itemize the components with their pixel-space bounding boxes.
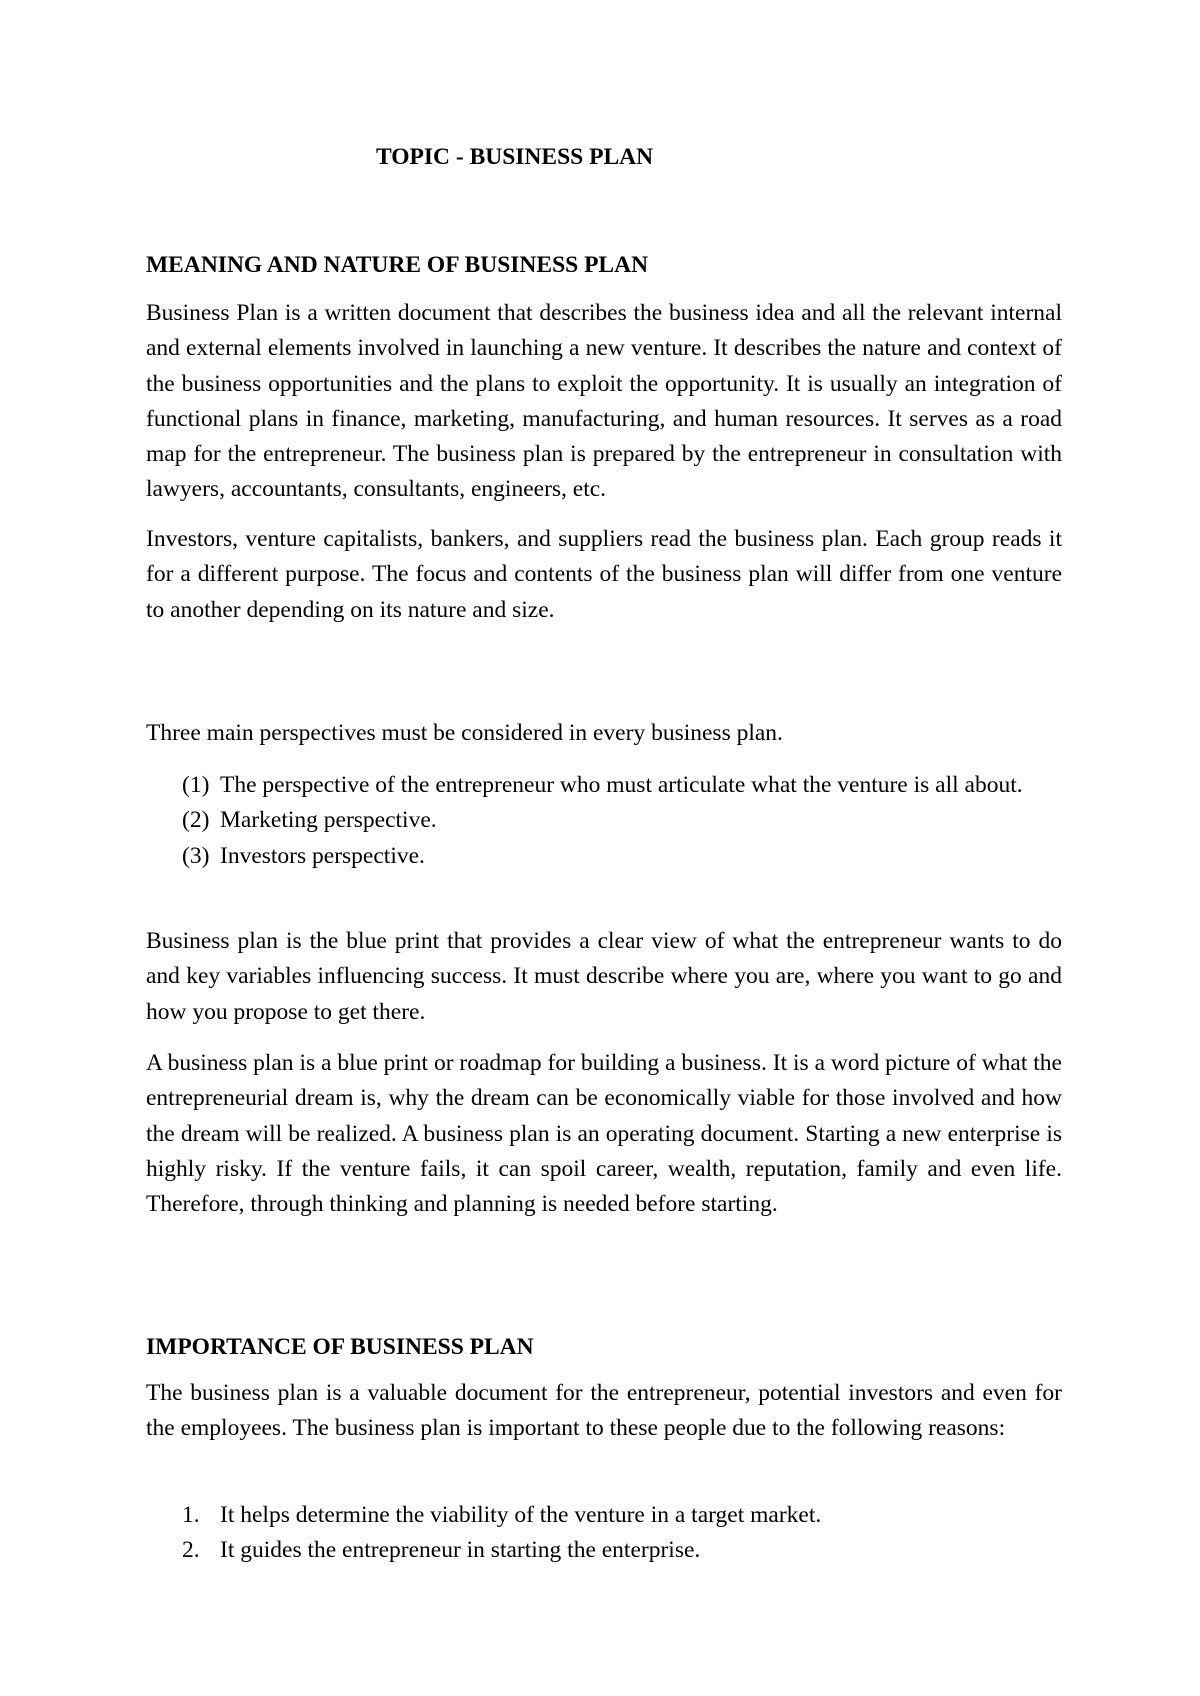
list-marker: (3) <box>182 842 210 869</box>
section-heading-importance: IMPORTANCE OF BUSINESS PLAN <box>146 1334 534 1360</box>
list-item <box>182 1533 1062 1568</box>
list-item <box>182 768 1062 803</box>
list-item <box>182 839 1062 874</box>
list-item-text: Investors perspective. <box>220 842 425 869</box>
list-item <box>182 1498 1062 1533</box>
document-title: TOPIC - BUSINESS PLAN <box>376 144 654 170</box>
paragraph-perspectives-intro: Three main perspectives must be considered in every business plan. <box>146 720 783 746</box>
perspectives-list <box>182 768 1062 874</box>
paragraph-readers: Investors, venture capitalists, bankers, and suppliers read the business plan. Each group reads it for a different purpose. The focus and contents of the business plan will differ from one venture to another depending on its nature and size. <box>146 526 1062 623</box>
list-marker: 2. <box>182 1537 200 1564</box>
list-item <box>182 803 1062 838</box>
paragraph-blueprint: Business plan is the blue print that provides a clear view of what the entrepreneur wants to do and key variables influencing success. It must describe where you are, where you want to go and how you propose to get there. <box>146 928 1062 1025</box>
section-heading-meaning: MEANING AND NATURE OF BUSINESS PLAN <box>146 252 649 278</box>
paragraph-roadmap: A business plan is a blue print or roadmap for building a business. It is a word picture of what the entrepreneurial dream is, why the dream can be economically viable for those involved and how the dream will be realized. A business plan is an operating document. Starting a new enterprise is highly risky. If the venture fails, it can spoil career, wealth, reputation, family and even life. Therefore, through thinking and planning is needed before starting. <box>146 1050 1062 1218</box>
paragraph-definition: Business Plan is a written document that describes the business idea and all the relevant internal and external elements involved in launching a new venture. It describes the nature and context of the business opportunities and the plans to exploit the opportunity. It is usually an integration of functional plans in finance, marketing, manufacturing, and human resources. It serves as a road map for the entrepreneur. The business plan is prepared by the entrepreneur in consultation with lawyers, accountants, consultants, engineers, etc. <box>146 300 1062 503</box>
list-item-text: Marketing perspective. <box>220 807 437 834</box>
list-item-text: It guides the entrepreneur in starting the enterprise. <box>220 1537 701 1564</box>
list-marker: (2) <box>182 807 210 834</box>
reasons-list <box>182 1498 1062 1569</box>
list-marker: (1) <box>182 772 210 798</box>
list-item-text: The perspective of the entrepreneur who must articulate what the venture is all about. <box>220 772 1023 798</box>
list-item-text: It helps determine the viability of the venture in a target market. <box>220 1502 822 1528</box>
list-marker: 1. <box>182 1502 200 1528</box>
paragraph-importance-intro: The business plan is a valuable document for the entrepreneur, potential investors and even for the employees. The business plan is important to these people due to the following reasons: <box>146 1380 1062 1442</box>
